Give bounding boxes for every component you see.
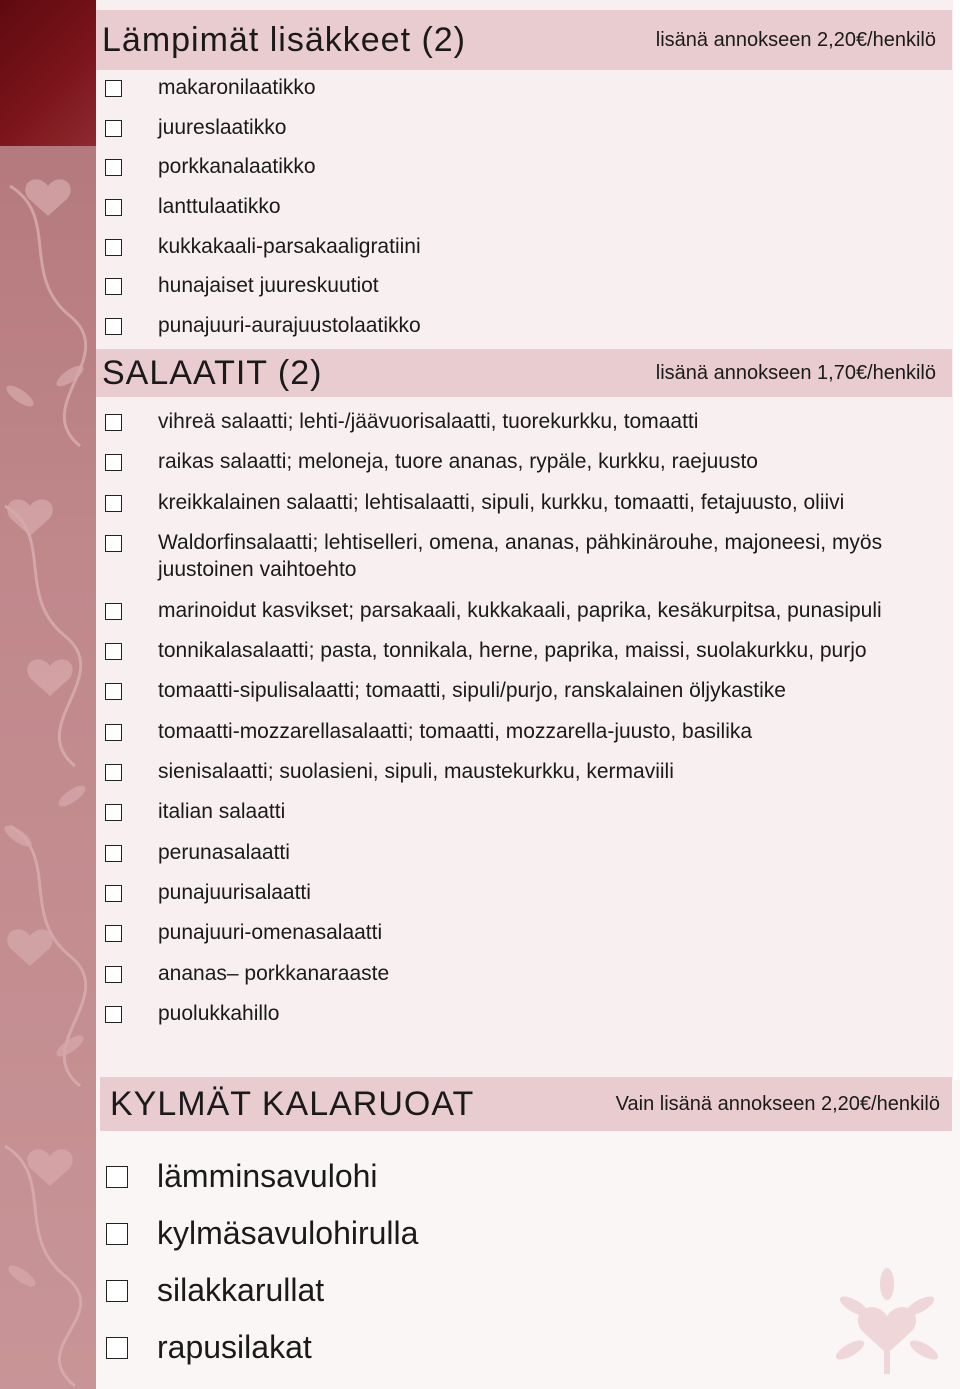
- item-label: kylmäsavulohirulla: [157, 1215, 419, 1251]
- list-item: [102, 408, 942, 448]
- item-label: rapusilakat: [157, 1329, 312, 1365]
- list-item: [102, 1213, 418, 1270]
- list-item: [102, 74, 421, 114]
- list-item: [102, 312, 421, 352]
- item-label: kreikkalainen salaatti; lehtisalaatti, sipuli, kurkku, tomaatti, fetajuusto, oliivi: [158, 490, 845, 514]
- item-label: punajuurisalaatti: [158, 880, 311, 904]
- checkbox[interactable]: [105, 318, 122, 335]
- warm-sides-list: [102, 74, 421, 352]
- checkbox[interactable]: [105, 414, 122, 431]
- section-price: Vain lisänä annokseen 2,20€/henkilö: [615, 1092, 940, 1115]
- section-price: lisänä annokseen 2,20€/henkilö: [655, 28, 936, 51]
- sidebar-accent-block: [0, 0, 96, 146]
- item-label: marinoidut kasvikset; parsakaali, kukkakaali, paprika, kesäkurpitsa, punasipuli: [158, 598, 882, 622]
- item-label: porkkanalaatikko: [158, 155, 316, 179]
- list-item: [102, 489, 942, 529]
- checkbox[interactable]: [105, 643, 122, 660]
- item-label: juureslaatikko: [158, 115, 287, 139]
- item-label: perunasalaatti: [158, 840, 290, 864]
- checkbox[interactable]: [105, 1006, 122, 1023]
- item-label: puolukkahillo: [158, 1001, 280, 1025]
- list-item: [102, 272, 421, 312]
- item-label: tomaatti-mozzarellasalaatti; tomaatti, mozzarella-juusto, basilika: [158, 719, 753, 743]
- checkbox[interactable]: [105, 199, 122, 216]
- floral-ornament-icon: [832, 1266, 942, 1376]
- list-item: [102, 960, 942, 1000]
- item-label: kukkakaali-parsakaaligratiini: [158, 234, 421, 258]
- item-label: italian salaatti: [158, 800, 286, 824]
- item-label: silakkarullat: [157, 1272, 325, 1308]
- list-item: [102, 839, 942, 879]
- item-label: raikas salaatti; meloneja, tuore ananas, rypäle, kurkku, raejuusto: [158, 450, 758, 474]
- item-label: punajuuri-omenasalaatti: [158, 921, 383, 945]
- checkbox[interactable]: [105, 535, 122, 552]
- item-label: hunajaiset juureskuutiot: [158, 274, 379, 298]
- list-item: [102, 1156, 418, 1213]
- item-label: lämminsavulohi: [157, 1158, 378, 1194]
- checkbox[interactable]: [105, 885, 122, 902]
- list-item: [102, 879, 942, 919]
- section-header-warm-sides: [96, 10, 952, 70]
- list-item: [102, 529, 942, 597]
- cold-fish-list: [102, 1156, 418, 1384]
- checkbox[interactable]: [105, 495, 122, 512]
- checkbox[interactable]: [105, 845, 122, 862]
- list-item: [102, 1327, 418, 1384]
- list-item: [102, 1000, 942, 1040]
- list-item: [102, 597, 942, 637]
- checkbox[interactable]: [105, 603, 122, 620]
- checkbox[interactable]: [105, 80, 122, 97]
- item-label: lanttulaatikko: [158, 195, 281, 219]
- checkbox[interactable]: [105, 120, 122, 137]
- item-label: tonnikalasalaatti; pasta, tonnikala, herne, paprika, maissi, suolakurkku, purjo: [158, 639, 867, 663]
- list-item: [102, 193, 421, 233]
- item-label: makaronilaatikko: [158, 76, 316, 99]
- checkbox[interactable]: [106, 1337, 128, 1359]
- list-item: [102, 718, 942, 758]
- list-item: [102, 919, 942, 959]
- checkbox[interactable]: [106, 1166, 128, 1188]
- checkbox[interactable]: [106, 1280, 128, 1302]
- list-item: [102, 637, 942, 677]
- checkbox[interactable]: [105, 239, 122, 256]
- section-price: lisänä annokseen 1,70€/henkilö: [655, 361, 936, 384]
- section-title: Lämpimät lisäkkeet (2): [102, 20, 467, 59]
- section-header-cold-fish: [100, 1077, 952, 1131]
- list-item: [102, 677, 942, 717]
- section-title: SALAATIT (2): [102, 353, 323, 392]
- floral-ornament-icon: [0, 146, 96, 1389]
- decorative-sidebar: [0, 0, 96, 1389]
- salads-list: [102, 408, 942, 1040]
- list-item: [102, 153, 421, 193]
- item-label: Waldorfinsalaatti; lehtiselleri, omena, ananas, pähkinärouhe, majoneesi, myös juustoinen vaihtoehto: [158, 530, 883, 581]
- item-label: ananas– porkkanaraaste: [158, 961, 390, 985]
- checkbox[interactable]: [105, 966, 122, 983]
- item-label: sienisalaatti; suolasieni, sipuli, maustekurkku, kermaviili: [158, 760, 674, 784]
- checkbox[interactable]: [105, 454, 122, 471]
- checkbox[interactable]: [105, 278, 122, 295]
- checkbox[interactable]: [105, 925, 122, 942]
- checkbox[interactable]: [105, 724, 122, 741]
- checkbox[interactable]: [105, 159, 122, 176]
- list-item: [102, 1270, 418, 1327]
- checkbox[interactable]: [105, 683, 122, 700]
- list-item: [102, 448, 942, 488]
- item-label: punajuuri-aurajuustolaatikko: [158, 314, 421, 338]
- checkbox[interactable]: [105, 764, 122, 781]
- item-label: tomaatti-sipulisalaatti; tomaatti, sipuli/purjo, ranskalainen öljykastike: [158, 679, 786, 703]
- checkbox[interactable]: [106, 1223, 128, 1245]
- list-item: [102, 758, 942, 798]
- section-header-salads: [96, 349, 952, 397]
- list-item: [102, 798, 942, 838]
- section-title: KYLMÄT KALARUOAT: [110, 1084, 475, 1123]
- list-item: [102, 114, 421, 154]
- list-item: [102, 233, 421, 273]
- item-label: vihreä salaatti; lehti-/jäävuorisalaatti, tuorekurkku, tomaatti: [158, 410, 699, 433]
- checkbox[interactable]: [105, 804, 122, 821]
